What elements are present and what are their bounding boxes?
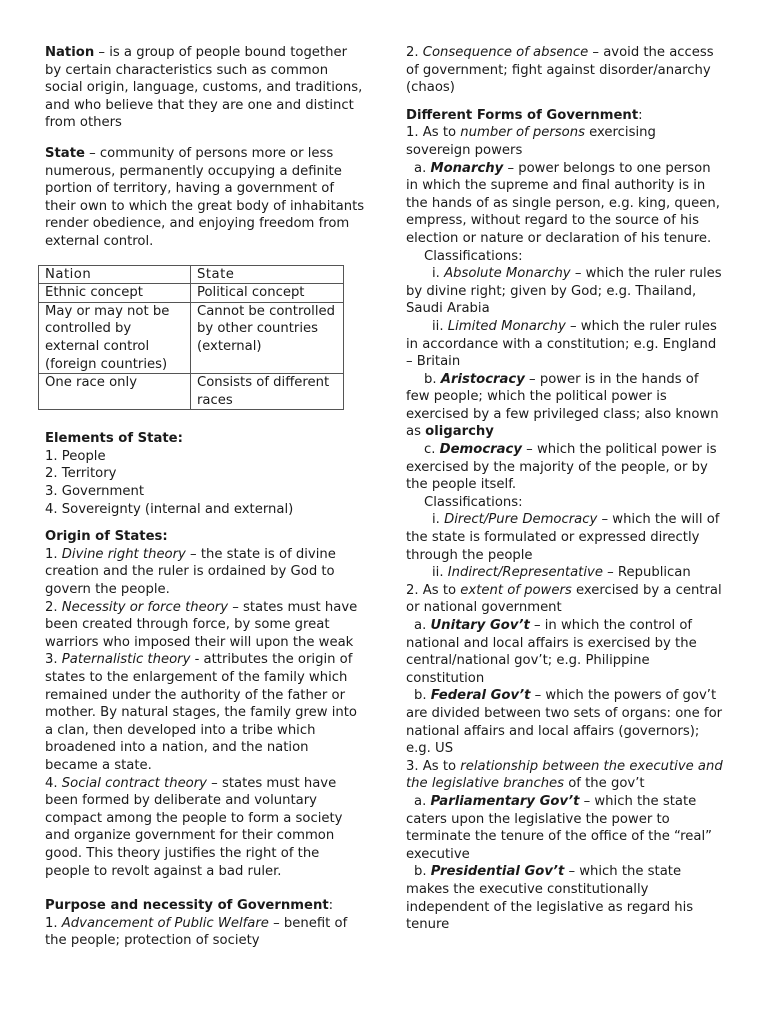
elements-heading	[45, 430, 365, 448]
list-item	[406, 318, 724, 371]
item-number: 4.	[45, 775, 62, 791]
item-suffix: of the gov’t	[564, 776, 645, 792]
table-header-row	[39, 265, 344, 284]
origin-heading	[45, 528, 365, 546]
forms-heading-text: Different Forms of Government	[406, 107, 639, 123]
list-item: 2. Territory	[45, 466, 117, 482]
item-number: 3.	[45, 652, 62, 668]
item-number: 1.	[45, 546, 62, 562]
item-def: – which the political power is exercised by the majority of the people, or by the people itself.	[406, 442, 717, 493]
origin-heading-text: Origin of States:	[45, 529, 168, 545]
list-item	[45, 651, 365, 774]
list-item	[406, 265, 724, 318]
state-term: State	[45, 145, 85, 161]
item-prefix: 3. As to	[406, 758, 461, 774]
state-def-text: – community of persons more or less numerous, permanently occupying a definite portion of territory, having a government of their own to which the great body of inhabitants render obedience, and enjoying freedom from external control.	[45, 145, 365, 249]
item-term: Divine right theory	[61, 546, 186, 562]
item-letter: i.	[432, 512, 445, 528]
item-letter: a.	[414, 793, 431, 809]
item-term: Social contract theory	[61, 775, 207, 791]
item-letter: ii.	[432, 318, 448, 334]
item-prefix: 2. As to	[406, 582, 461, 598]
table-cell: May or may not be controlled by external control (foreign countries)	[39, 302, 191, 373]
item-def: – which the state makes the executive constitutionally independent of the legislative as regard his tenure	[406, 864, 694, 933]
nation-state-comparison-table	[38, 265, 344, 411]
item-def: – states must have been formed by deliberate and voluntary compact among the people to form a society and organize government for their common good. This theory justifies the right of the people to revolt against a bad ruler.	[45, 775, 343, 879]
nation-definition	[45, 44, 365, 132]
item-number: 2.	[45, 599, 62, 615]
nation-term: Nation	[45, 45, 95, 60]
list-item	[45, 599, 365, 652]
purpose-heading-text: Purpose and necessity of Government	[45, 898, 329, 914]
item-emphasis: oligarchy	[425, 424, 494, 440]
table-cell: Ethnic concept	[39, 284, 191, 303]
purpose-heading-colon: :	[328, 898, 334, 914]
list-item	[406, 371, 724, 441]
table-cell: One race only	[39, 374, 191, 410]
list-item	[406, 617, 724, 687]
left-column	[45, 44, 365, 950]
list-item	[45, 915, 365, 950]
item-term: Federal Gov’t	[430, 688, 531, 704]
item-letter: b.	[414, 688, 431, 704]
item-term: Parliamentary Gov’t	[430, 793, 580, 809]
list-item	[406, 124, 724, 159]
item-term: Monarchy	[430, 160, 504, 176]
item-term: Absolute Monarchy	[444, 266, 571, 282]
item-number: 2.	[406, 45, 423, 60]
item-term: Paternalistic theory	[61, 652, 191, 668]
item-term: relationship between the executive and the legislative branches	[406, 758, 723, 792]
item-term: number of persons	[460, 125, 585, 141]
table-cell: Political concept	[191, 284, 344, 303]
classifications-label: Classifications:	[424, 494, 523, 510]
list-item	[406, 160, 724, 248]
item-term: Unitary Gov’t	[430, 618, 530, 633]
item-letter: c.	[424, 442, 440, 458]
table-cell: Consists of different races	[191, 374, 344, 410]
item-def: - attributes the origin of states to the enlargement of the family which remained under the authority of the father or mother. By natural stages, the family grew into a clan, then developed into a tribe which broadened into a nation, and the nation became a state.	[45, 652, 357, 773]
item-term: Consequence of absence	[422, 45, 589, 60]
item-letter: a.	[414, 618, 431, 633]
item-prefix: 1. As to	[406, 125, 461, 141]
list-item: 4. Sovereignty (internal and external)	[45, 501, 294, 517]
list-item	[45, 775, 365, 881]
classifications-label: Classifications:	[424, 248, 523, 264]
list-item	[406, 511, 724, 564]
item-term: Aristocracy	[440, 371, 525, 387]
purpose-heading	[45, 897, 365, 915]
right-column	[406, 44, 724, 934]
list-item: 1. People	[45, 448, 106, 464]
item-term: Direct/Pure Democracy	[444, 512, 598, 528]
item-term: Presidential Gov’t	[430, 864, 565, 880]
item-def: – power belongs to one person in which the supreme and final authority is in the hands of as single person, e.g. king, queen, empress, without regard to the source of his election or nature or declaration of his tenure.	[406, 160, 720, 246]
item-letter: b.	[424, 371, 441, 387]
item-letter: ii.	[432, 565, 448, 581]
item-def: – which the ruler rules in accordance with a constitution; e.g. England – Britain	[406, 318, 717, 370]
item-def: – avoid the access of government; fight against disorder/anarchy (chaos)	[406, 45, 714, 96]
item-def: – which the ruler rules by divine right; given by God; e.g. Thailand, Saudi Arabia	[406, 266, 722, 317]
elements-heading-text: Elements of State:	[45, 431, 183, 447]
table-row	[39, 302, 344, 373]
list-item	[406, 687, 724, 757]
forms-heading	[406, 107, 724, 125]
table-row	[39, 374, 344, 410]
list-item	[406, 441, 724, 494]
list-item	[45, 546, 365, 599]
item-term: Limited Monarchy	[447, 318, 566, 334]
item-def: – benefit of the people; protection of society	[45, 915, 348, 949]
item-def: – in which the control of national and local affairs is exercised by the central/national gov’t; e.g. Philippine constitution	[406, 618, 697, 686]
item-term: extent of powers	[460, 582, 572, 598]
item-letter: a.	[414, 160, 431, 176]
list-item	[406, 758, 724, 793]
list-item	[406, 582, 724, 617]
item-suffix: exercised by a central or national government	[406, 582, 722, 616]
list-item	[406, 793, 724, 863]
state-definition	[45, 145, 365, 251]
table-cell: Cannot be controlled by other countries (external)	[191, 302, 344, 373]
list-item	[406, 564, 724, 582]
item-letter: i.	[432, 266, 445, 282]
item-term: Advancement of Public Welfare	[61, 915, 269, 931]
list-item	[406, 863, 724, 933]
item-def: – which the powers of gov’t are divided between two sets of organs: one for national affairs and local affairs (governors); e.g. US	[406, 688, 723, 757]
list-item	[406, 44, 724, 97]
item-def: – states must have been created through force, by some great warriors who imposed their will upon the weak	[45, 599, 358, 650]
item-def: – which the will of the state is formulated or expressed directly through the people	[406, 512, 720, 563]
item-def: – which the state caters upon the legislative the power to terminate the tenure of the office of the “real” executive	[406, 793, 712, 862]
forms-heading-colon: :	[638, 107, 643, 123]
item-suffix: exercising sovereign powers	[406, 125, 656, 158]
item-term: Necessity or force theory	[61, 599, 229, 615]
item-term: Democracy	[439, 442, 522, 458]
item-term: Indirect/Representative	[447, 565, 603, 581]
item-def: – the state is of divine creation and the ruler is ordained by God to govern the people.	[45, 546, 336, 598]
item-def: – power is in the hands of few people; which the political power is exercised by a few privileged class; also known as	[406, 371, 719, 440]
table-header-cell: Nation	[39, 265, 191, 284]
item-letter: b.	[414, 864, 431, 880]
item-def: – Republican	[602, 565, 691, 581]
table-header-cell: State	[191, 265, 344, 284]
nation-def-text: – is a group of people bound together by certain characteristics such as common social origin, language, customs, and traditions, and who believe that they are one and distinct from others	[45, 45, 363, 131]
table-row	[39, 284, 344, 303]
item-number: 1.	[45, 915, 62, 931]
list-item: 3. Government	[45, 484, 145, 500]
